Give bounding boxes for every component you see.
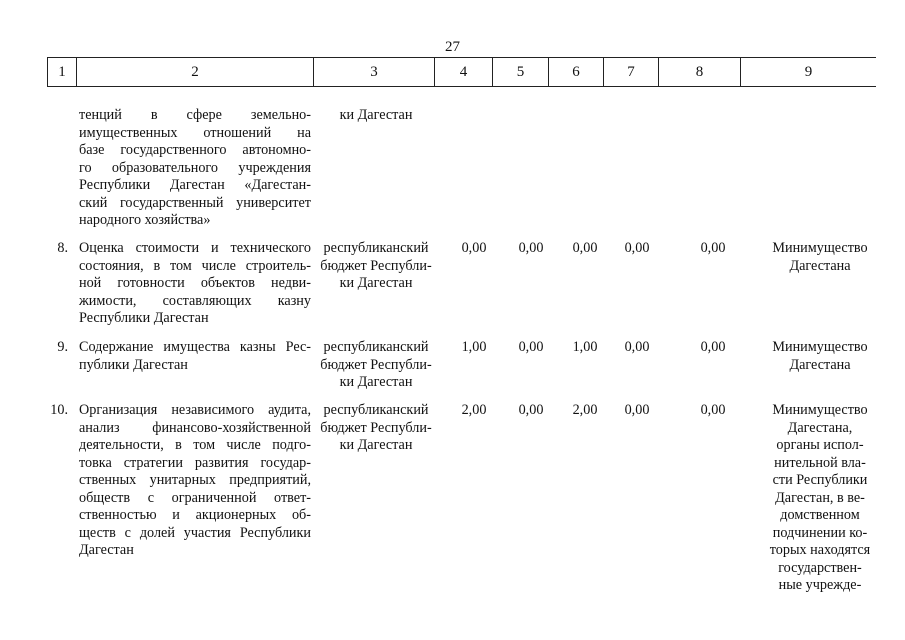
row-description	[79, 107, 311, 230]
source-line: ки Дагестан	[339, 275, 413, 291]
description-line: базе государственного автономно-	[79, 142, 311, 158]
executor-line: Дагестана,	[787, 419, 853, 436]
value-col-4: 0,00	[461, 240, 487, 256]
row-number: 9.	[57, 339, 68, 355]
table-header	[47, 57, 876, 87]
source-line: ки Дагестан	[339, 437, 413, 453]
row-executor	[752, 339, 888, 374]
executor-line: государствен-	[778, 559, 862, 576]
description-line: жимости, составляющих казну	[79, 292, 311, 309]
value-col-6: 0,00	[572, 240, 598, 256]
header-col-7: 7	[603, 58, 658, 86]
header-col-5: 5	[492, 58, 548, 86]
description-line: ществ с долей участия Республики	[79, 524, 311, 541]
executor-line: Минимущество	[772, 402, 868, 418]
description-line: тенций в сфере земельно-	[79, 107, 311, 123]
description-line: деятельности, в том числе подго-	[79, 437, 311, 453]
description-line: имущественных отношений на	[79, 124, 311, 141]
description-line: ной готовности объектов недви-	[79, 275, 311, 291]
description-line: го образовательного учреждения	[79, 159, 311, 176]
row-funding-source	[316, 402, 436, 455]
row-description	[79, 339, 311, 374]
executor-line: Дагестан, в ве-	[775, 489, 865, 506]
description-line: Организация независимого аудита,	[79, 402, 311, 418]
row-number: 8.	[57, 240, 68, 256]
value-col-7: 0,00	[624, 240, 650, 256]
row-funding-source	[316, 339, 436, 392]
description-line: Оценка стоимости и технического	[79, 240, 311, 256]
header-col-9: 9	[740, 58, 876, 86]
executor-line: домственном	[780, 507, 860, 523]
description-line: народного хозяйства»	[79, 212, 211, 228]
description-line: Дагестан	[79, 542, 134, 558]
header-col-1: 1	[47, 58, 76, 86]
row-funding-source	[316, 107, 436, 125]
description-line: Содержание имущества казны Рес-	[79, 339, 311, 355]
page-number: 27	[445, 39, 460, 55]
value-col-8: 0,00	[700, 339, 726, 355]
executor-line: Минимущество	[772, 339, 868, 355]
source-line: республиканский	[323, 339, 429, 355]
row-description	[79, 240, 311, 328]
row-number: 10.	[50, 402, 68, 418]
value-col-4: 2,00	[461, 402, 487, 418]
description-line: ственных унитарных предприятий,	[79, 472, 311, 488]
value-col-4: 1,00	[461, 339, 487, 355]
value-col-6: 2,00	[572, 402, 598, 418]
executor-line: Дагестана	[789, 257, 851, 274]
value-col-6: 1,00	[572, 339, 598, 355]
source-line: республиканский	[323, 402, 429, 418]
description-line: обществ с ограниченной ответ-	[79, 489, 311, 506]
value-col-5: 0,00	[518, 240, 544, 256]
executor-line: ные учрежде-	[778, 577, 862, 593]
value-col-7: 0,00	[624, 402, 650, 418]
header-col-8: 8	[658, 58, 740, 86]
executor-line: Дагестана	[789, 356, 851, 373]
executor-line: торых находятся	[769, 542, 871, 558]
header-col-4: 4	[434, 58, 492, 86]
row-funding-source	[316, 240, 436, 293]
value-col-8: 0,00	[700, 240, 726, 256]
description-line: анализ финансово-хозяйственной	[79, 419, 311, 436]
value-col-5: 0,00	[518, 339, 544, 355]
source-line: республиканский	[323, 240, 429, 256]
description-line: Республики Дагестан «Дагестан-	[79, 177, 311, 193]
source-line: бюджет Республи-	[320, 257, 432, 274]
value-col-7: 0,00	[624, 339, 650, 355]
description-line: Республики Дагестан	[79, 310, 209, 326]
row-description	[79, 402, 311, 560]
executor-line: подчинении ко-	[772, 524, 868, 541]
header-col-6: 6	[548, 58, 603, 86]
source-line: ки Дагестан	[339, 374, 413, 390]
executor-line: нительной вла-	[774, 454, 866, 471]
value-col-5: 0,00	[518, 402, 544, 418]
description-line: ский государственный университет	[79, 194, 311, 211]
description-line: ственностью и акционерных об-	[79, 507, 311, 523]
executor-line: Минимущество	[772, 240, 868, 256]
source-line: ки Дагестан	[339, 107, 413, 123]
source-line: бюджет Республи-	[320, 419, 432, 436]
source-line: бюджет Республи-	[320, 356, 432, 373]
row-executor	[752, 240, 888, 275]
value-col-8: 0,00	[700, 402, 726, 418]
description-line: товка стратегии развития государ-	[79, 454, 311, 471]
header-col-2: 2	[76, 58, 313, 86]
row-executor	[752, 402, 888, 595]
description-line: публики Дагестан	[79, 356, 188, 373]
executor-line: сти Республики	[772, 472, 868, 488]
description-line: состояния, в том числе строитель-	[79, 257, 311, 274]
executor-line: органы испол-	[776, 437, 864, 453]
header-col-3: 3	[313, 58, 434, 86]
